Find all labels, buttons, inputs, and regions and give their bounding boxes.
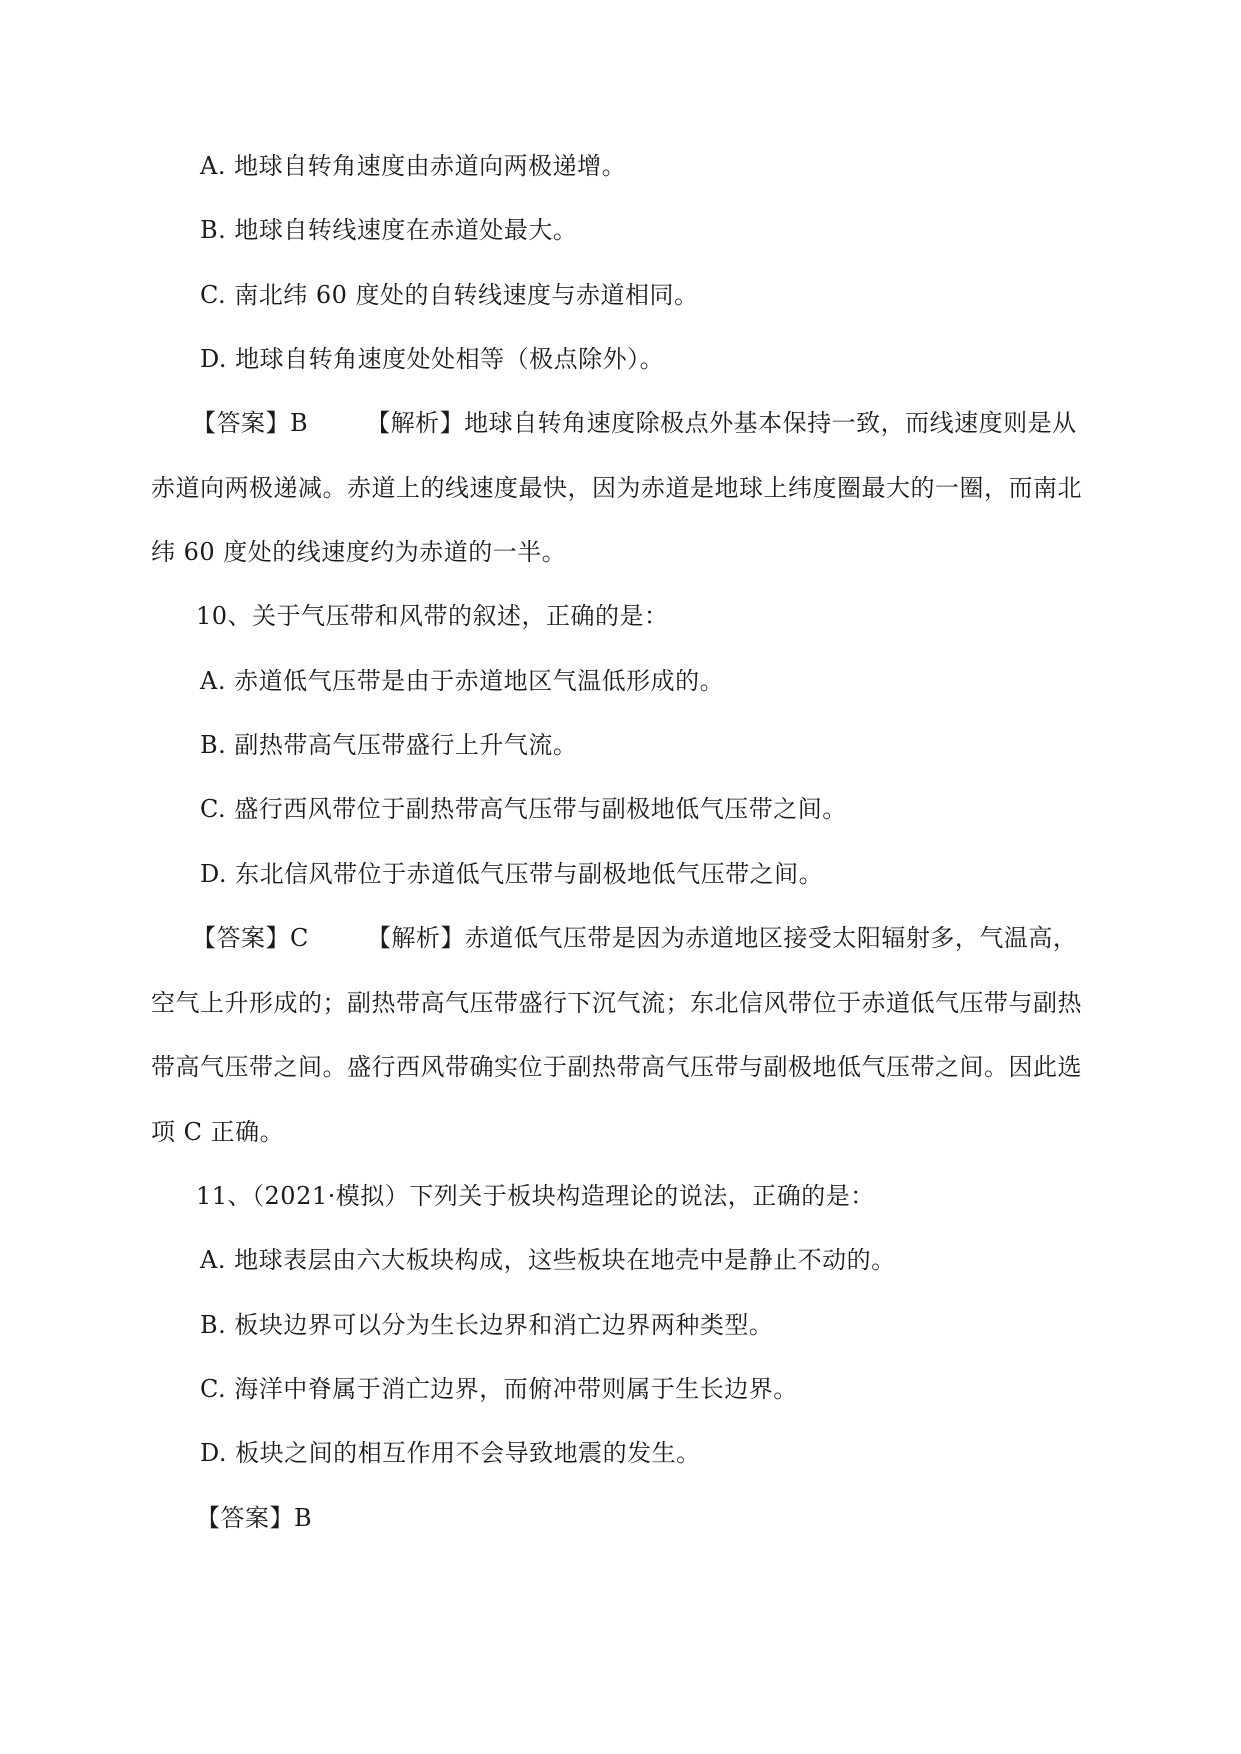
q10-analysis-line-4: 项 C 正确。 (151, 1118, 285, 1146)
q11-stem: 11、（2021·模拟）下列关于板块构造理论的说法，正确的是： (196, 1182, 875, 1210)
q10-option-c: C. 盛行西风带位于副热带高气压带与副极地低气压带之间。 (200, 795, 847, 823)
q11-option-c: C. 海洋中脊属于消亡边界，而俯冲带则属于生长边界。 (200, 1375, 798, 1403)
q10-option-a: A. 赤道低气压带是由于赤道地区气温低形成的。 (200, 667, 725, 695)
q11-option-a: A. 地球表层由六大板块构成，这些板块在地壳中是静止不动的。 (200, 1246, 896, 1274)
q10-answer-label: 【答案】C (192, 924, 309, 952)
q10-analysis-line-1: 赤道低气压带是因为赤道地区接受太阳辐射多，气温高， (464, 924, 1078, 952)
q9-analysis-line-2: 赤道向两极递减。赤道上的线速度最快，因为赤道是地球上纬度圈最大的一圈，而南北 (151, 474, 1082, 502)
q10-analysis-line-2: 空气上升形成的；副热带高气压带盛行下沉气流；东北信风带位于赤道低气压带与副热 (151, 989, 1082, 1017)
q9-answer-label: 【答案】B (192, 409, 309, 437)
q10-option-d: D. 东北信风带位于赤道低气压带与副极地低气压带之间。 (200, 860, 824, 888)
q9-option-a: A. 地球自转角速度由赤道向两极递增。 (200, 152, 627, 180)
q10-option-b: B. 副热带高气压带盛行上升气流。 (200, 731, 578, 759)
q10-analysis-label: 【解析】 (366, 924, 465, 952)
q9-option-b: B. 地球自转线速度在赤道处最大。 (200, 216, 578, 244)
q11-option-d: D. 板块之间的相互作用不会导致地震的发生。 (200, 1439, 701, 1467)
q9-analysis-label: 【解析】 (366, 409, 465, 437)
q10-stem: 10、关于气压带和风带的叙述，正确的是： (196, 602, 669, 630)
q9-option-d: D. 地球自转角速度处处相等（极点除外）。 (200, 345, 665, 373)
q9-answer-line (192, 407, 1077, 439)
q10-analysis-line-3: 带高气压带之间。盛行西风带确实位于副热带高气压带与副极地低气压带之间。因此选 (151, 1053, 1082, 1081)
q10-answer-line (192, 922, 1077, 954)
q11-option-b: B. 板块边界可以分为生长边界和消亡边界两种类型。 (200, 1311, 774, 1339)
q9-analysis-line-3: 纬 60 度处的线速度约为赤道的一半。 (151, 538, 567, 566)
q11-answer-label: 【答案】B (196, 1504, 313, 1532)
q9-option-c: C. 南北纬 60 度处的自转线速度与赤道相同。 (200, 281, 699, 309)
q9-analysis-line-1: 地球自转角速度除极点外基本保持一致，而线速度则是从 (464, 409, 1077, 437)
